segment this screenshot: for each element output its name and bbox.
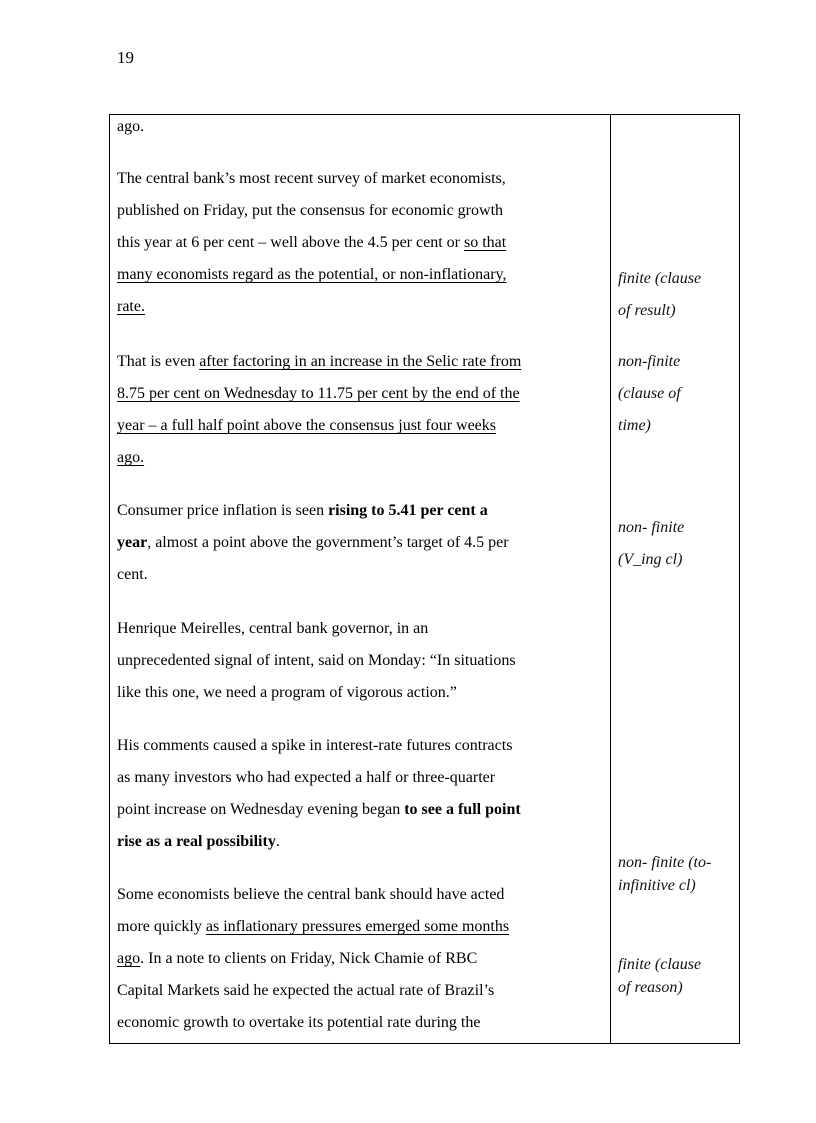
column-divider — [610, 115, 611, 1043]
text-line: as many investors who had expected a half or three-quarter — [117, 769, 496, 786]
bold-span: rising to 5.41 per cent a — [328, 502, 488, 519]
text-span: Consumer price inflation is seen — [117, 502, 329, 519]
text-line — [117, 495, 509, 527]
text-line — [117, 346, 521, 378]
bold-span: year — [117, 534, 148, 551]
text-span: That is even — [117, 353, 200, 370]
text-line: like this one, we need a program of vigorous action.” — [117, 684, 457, 701]
underlined-line: year – a full half point above the consensus just four weeks — [117, 417, 497, 434]
text-line: His comments caused a spike in interest-rate futures contracts — [117, 737, 513, 754]
underlined-span: as inflationary pressures emerged some months — [205, 918, 510, 935]
paragraph-3 — [117, 495, 509, 591]
paragraph-1 — [117, 163, 507, 323]
text-span: more quickly — [117, 918, 206, 935]
text-span: point increase on Wednesday evening began — [117, 801, 405, 818]
underlined-line: rate. — [117, 298, 145, 315]
annotation-infinitive — [618, 851, 738, 897]
text-line: cent. — [117, 566, 148, 583]
annotation-ving — [618, 512, 738, 576]
text-span: this year at 6 per cent – well above the 4.5 per cent or — [117, 234, 464, 251]
text-line: economic growth to overtake its potential rate during the — [117, 1014, 481, 1031]
text-line: unprecedented signal of intent, said on Monday: “In situations — [117, 652, 516, 669]
annotation-line: (clause of — [618, 385, 681, 402]
paragraph-2 — [117, 346, 521, 474]
annotation-line: of reason) — [618, 979, 683, 996]
text-line: The central bank’s most recent survey of market economists, — [117, 170, 506, 187]
annotation-line: finite (clause — [618, 956, 702, 973]
paragraph-5 — [117, 730, 521, 858]
text-line — [117, 794, 521, 826]
text-line — [117, 527, 509, 559]
text-line: Capital Markets said he expected the actual rate of Brazil’s — [117, 982, 495, 999]
underlined-line: many economists regard as the potential, or non-inflationary, — [117, 266, 507, 283]
annotation-line: non- finite (to- — [618, 854, 712, 871]
annotation-line: finite (clause — [618, 270, 702, 287]
annotation-line: infinitive cl) — [618, 877, 696, 894]
text-line: ago. — [117, 118, 145, 135]
text-line — [117, 911, 509, 943]
underlined-span: so that — [463, 234, 507, 251]
paragraph-6 — [117, 879, 509, 1039]
underlined-span: ago — [117, 950, 141, 967]
annotation-result — [618, 263, 738, 327]
annotation-line: time) — [618, 417, 651, 434]
annotation-line: of result) — [618, 302, 676, 319]
paragraph-4 — [117, 613, 516, 709]
annotation-time — [618, 346, 738, 442]
text-line: Some economists believe the central bank should have acted — [117, 886, 505, 903]
text-line — [117, 943, 509, 975]
text-span: , almost a point above the government’s target of 4.5 per — [147, 534, 509, 551]
page-number: 19 — [117, 48, 134, 67]
text-line — [117, 826, 521, 858]
text-span: . — [275, 833, 280, 850]
text-line: Henrique Meirelles, central bank governor, in an — [117, 620, 429, 637]
annotation-line: non-finite — [618, 353, 681, 370]
annotation-line: (V_ing cl) — [618, 551, 683, 568]
annotation-reason — [618, 953, 738, 999]
annotation-line: non- finite — [618, 519, 685, 536]
analysis-table — [109, 114, 740, 1044]
bold-span: to see a full point — [404, 801, 521, 818]
text-span: . In a note to clients on Friday, Nick Chamie of RBC — [140, 950, 478, 967]
underlined-line: 8.75 per cent on Wednesday to 11.75 per cent by the end of the — [117, 385, 520, 402]
bold-span: rise as a real possibility — [117, 833, 276, 850]
text-line: published on Friday, put the consensus for economic growth — [117, 202, 504, 219]
underlined-line: ago. — [117, 449, 145, 466]
paragraph-0 — [117, 111, 144, 143]
underlined-span: after factoring in an increase in the Selic rate from — [199, 353, 522, 370]
text-line — [117, 227, 507, 259]
